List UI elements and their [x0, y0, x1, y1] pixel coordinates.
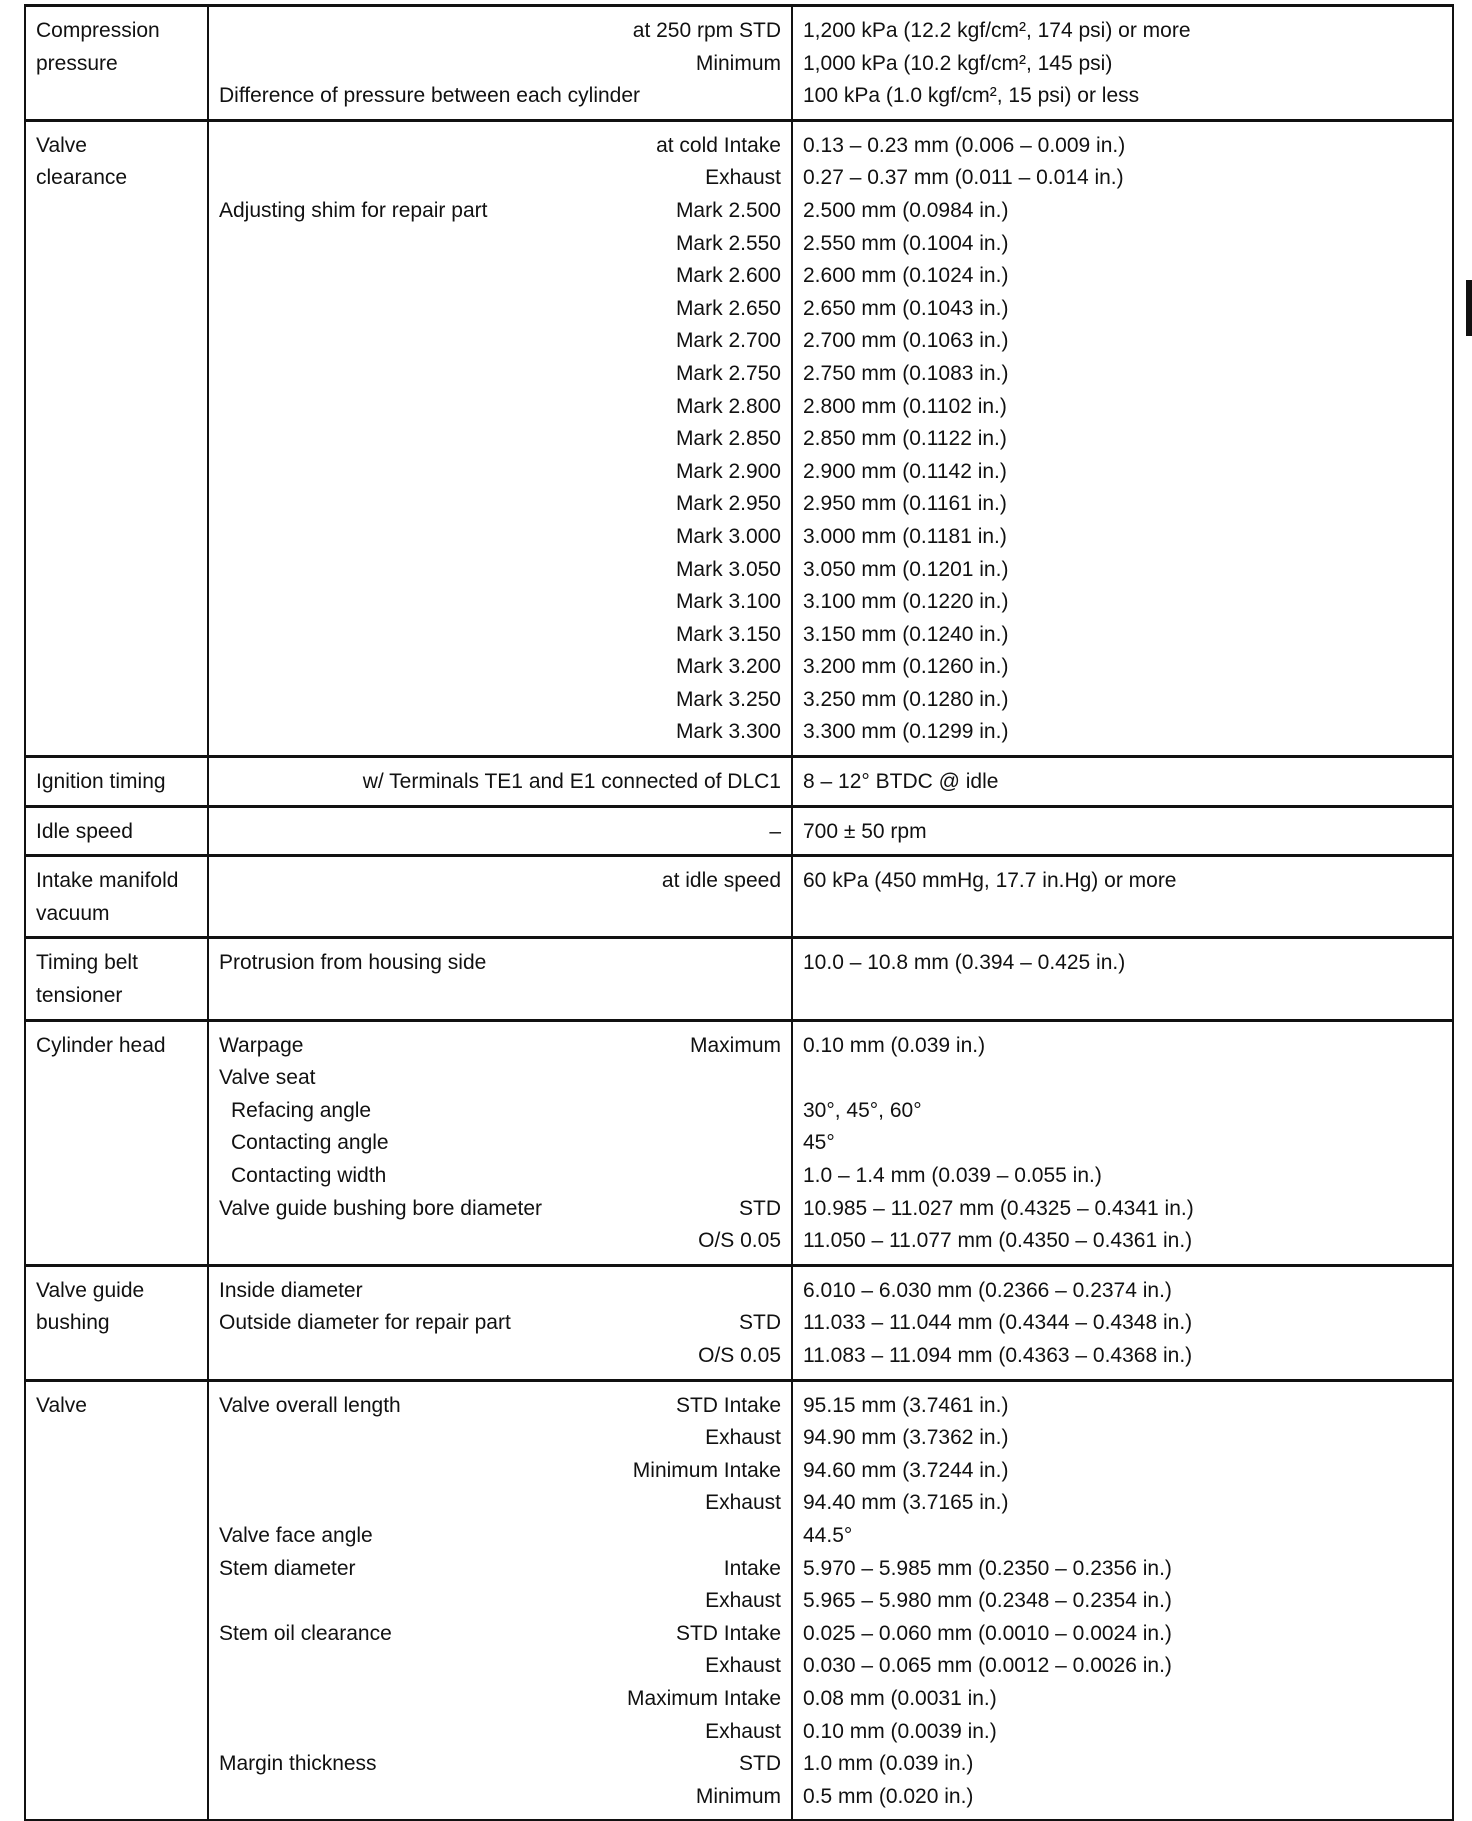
spec-value: 3.000 mm (0.1181 in.)	[803, 524, 1007, 548]
condition-label: Mark 2.850	[675, 427, 781, 451]
condition-label: Mark 3.100	[675, 590, 781, 614]
spec-value: 2.550 mm (0.1004 in.)	[803, 231, 1009, 255]
category-label: vacuum	[36, 901, 110, 925]
category-label: Idle speed	[36, 819, 133, 843]
item-label: Refacing angle	[231, 1098, 372, 1122]
spec-value: 0.10 mm (0.0039 in.)	[803, 1719, 997, 1743]
spacer-line	[219, 898, 781, 931]
condition-label: Maximum Intake	[626, 1686, 781, 1710]
spec-value: 3.150 mm (0.1240 in.)	[803, 622, 1009, 646]
spec-value: 94.60 mm (3.7244 in.)	[803, 1458, 1009, 1482]
condition-label: Mark 2.500	[675, 198, 781, 222]
spec-row	[25, 6, 1453, 121]
condition-label: Mark 2.750	[675, 361, 781, 385]
condition-label: Mark 3.050	[675, 557, 781, 581]
category-cell	[25, 938, 208, 1020]
spec-value: 94.90 mm (3.7362 in.)	[803, 1426, 1009, 1450]
spec-line	[219, 865, 781, 898]
spec-line	[219, 1160, 781, 1193]
category-label: clearance	[36, 166, 128, 190]
spacer-line	[219, 980, 781, 1013]
item-label: Contacting width	[231, 1164, 387, 1187]
spec-value: 3.050 mm (0.1201 in.)	[803, 557, 1009, 581]
spec-line	[219, 816, 781, 849]
spec-value: 11.083 – 11.094 mm (0.4363 – 0.4368 in.)	[803, 1343, 1193, 1367]
condition-label: Exhaust	[705, 1426, 781, 1450]
condition-label: w/ Terminals TE1 and E1 connected of DLC1	[362, 770, 781, 794]
spec-table-body	[25, 6, 1453, 1821]
category-cell	[25, 757, 208, 807]
spec-value: 0.5 mm (0.020 in.)	[803, 1784, 974, 1808]
spec-line	[219, 391, 781, 424]
spec-line	[219, 1650, 781, 1683]
spec-value: 700 ± 50 rpm	[803, 819, 927, 843]
condition-label: Mark 2.800	[675, 394, 781, 418]
edge-mark	[1466, 280, 1472, 336]
value-cell	[792, 856, 1453, 938]
spec-value: 6.010 – 6.030 mm (0.2366 – 0.2374 in.)	[803, 1278, 1172, 1302]
condition-label: O/S 0.05	[698, 1343, 781, 1367]
category-label: Valve	[36, 1393, 87, 1417]
condition-label: Exhaust	[705, 1589, 781, 1613]
spec-line	[219, 1127, 781, 1160]
condition-label: Minimum Intake	[632, 1458, 781, 1482]
spec-value: 45°	[803, 1131, 835, 1155]
condition-label: STD	[739, 1196, 781, 1220]
spec-line	[219, 947, 781, 980]
spec-value: 1.0 mm (0.039 in.)	[803, 1752, 974, 1776]
spec-line	[219, 1585, 781, 1618]
spec-value: 3.300 mm (0.1299 in.)	[803, 720, 1009, 744]
category-label: pressure	[36, 51, 118, 75]
value-cell	[792, 806, 1453, 856]
spec-row	[25, 757, 1453, 807]
spec-line	[219, 358, 781, 391]
spec-value: 0.025 – 0.060 mm (0.0010 – 0.0024 in.)	[803, 1621, 1172, 1645]
category-cell	[25, 856, 208, 938]
category-cell	[25, 1265, 208, 1380]
condition-cell	[208, 1020, 792, 1265]
spec-line	[219, 130, 781, 163]
spec-row	[25, 120, 1453, 756]
spec-value: 3.100 mm (0.1220 in.)	[803, 590, 1009, 614]
spec-value: 2.750 mm (0.1083 in.)	[803, 361, 1009, 385]
item-label: Valve overall length	[219, 1393, 401, 1417]
spec-line	[219, 1225, 781, 1258]
spec-value: 5.965 – 5.980 mm (0.2348 – 0.2354 in.)	[803, 1589, 1172, 1613]
spec-value: 100 kPa (1.0 kgf/cm², 15 psi) or less	[803, 84, 1140, 108]
spec-line	[219, 521, 781, 554]
spec-line	[219, 1062, 781, 1095]
condition-label: at cold Intake	[656, 133, 781, 157]
value-cell	[792, 1265, 1453, 1380]
spec-line	[219, 651, 781, 684]
spec-value: 0.27 – 0.37 mm (0.011 – 0.014 in.)	[803, 166, 1124, 190]
spec-line	[219, 619, 781, 652]
condition-label: Mark 2.650	[675, 296, 781, 320]
item-label: Valve face angle	[219, 1523, 373, 1547]
item-label: Valve guide bushing bore diameter	[219, 1196, 542, 1220]
condition-label: Exhaust	[705, 1719, 781, 1743]
spec-row	[25, 1380, 1453, 1820]
spec-line	[219, 195, 781, 228]
condition-label: Mark 3.300	[675, 720, 781, 744]
spec-value: 60 kPa (450 mmHg, 17.7 in.Hg) or more	[803, 869, 1177, 893]
item-label: Margin thickness	[219, 1752, 377, 1776]
spec-line	[219, 1422, 781, 1455]
spec-value: 2.650 mm (0.1043 in.)	[803, 296, 1009, 320]
condition-label: Intake	[723, 1556, 781, 1580]
spec-line	[219, 228, 781, 261]
category-label: Compression	[36, 19, 160, 42]
item-label: Difference of pressure between each cylinder	[219, 84, 641, 108]
category-label: bushing	[36, 1311, 110, 1335]
item-label: Inside diameter	[219, 1278, 363, 1302]
spec-line	[219, 488, 781, 521]
spec-line	[219, 15, 781, 48]
spec-row	[25, 856, 1453, 938]
condition-cell	[208, 757, 792, 807]
spec-line	[219, 554, 781, 587]
spec-value: 5.970 – 5.985 mm (0.2350 – 0.2356 in.)	[803, 1556, 1172, 1580]
item-label: Contacting angle	[231, 1131, 389, 1155]
item-label: Stem oil clearance	[219, 1621, 392, 1645]
condition-cell	[208, 856, 792, 938]
spec-line	[219, 1095, 781, 1128]
spec-line	[219, 293, 781, 326]
spec-line	[219, 1748, 781, 1781]
condition-label: at idle speed	[661, 869, 781, 893]
spec-value: 3.200 mm (0.1260 in.)	[803, 655, 1009, 679]
spec-line	[219, 1520, 781, 1553]
condition-label: Mark 3.000	[675, 524, 781, 548]
condition-cell	[208, 6, 792, 121]
spec-line	[219, 80, 781, 113]
spec-line	[219, 1716, 781, 1749]
value-cell	[792, 1020, 1453, 1265]
spec-line	[219, 1487, 781, 1520]
condition-label: Mark 2.550	[675, 231, 781, 255]
spec-value: 2.850 mm (0.1122 in.)	[803, 427, 1007, 451]
spec-value: 10.0 – 10.8 mm (0.394 – 0.425 in.)	[803, 951, 1126, 975]
category-label: Valve guide	[36, 1278, 145, 1302]
spec-value: 2.500 mm (0.0984 in.)	[803, 198, 1009, 222]
spec-value: 30°, 45°, 60°	[803, 1098, 922, 1122]
spec-line	[219, 1193, 781, 1226]
spec-value: 44.5°	[803, 1523, 853, 1547]
spec-line	[219, 716, 781, 749]
spec-line	[219, 1683, 781, 1716]
spec-value: 3.250 mm (0.1280 in.)	[803, 687, 1009, 711]
spec-value: 2.600 mm (0.1024 in.)	[803, 264, 1009, 288]
condition-cell	[208, 938, 792, 1020]
value-cell	[792, 120, 1453, 756]
condition-label: Mark 2.700	[675, 329, 781, 353]
spec-value: 2.900 mm (0.1142 in.)	[803, 459, 1007, 483]
spec-line	[219, 423, 781, 456]
condition-label: O/S 0.05	[698, 1229, 781, 1253]
item-label: Valve seat	[219, 1066, 316, 1090]
item-label: Protrusion from housing side	[219, 951, 487, 975]
condition-cell	[208, 806, 792, 856]
item-label: Stem diameter	[219, 1556, 356, 1580]
condition-cell	[208, 1265, 792, 1380]
spec-line	[219, 162, 781, 195]
spec-value: 1.0 – 1.4 mm (0.039 – 0.055 in.)	[803, 1164, 1102, 1187]
spec-table	[24, 4, 1454, 1821]
condition-label: Exhaust	[705, 1654, 781, 1678]
spec-value: 10.985 – 11.027 mm (0.4325 – 0.4341 in.)	[803, 1196, 1194, 1220]
spec-line	[219, 1390, 781, 1423]
spec-value: 1,200 kPa (12.2 kgf/cm², 174 psi) or more	[803, 19, 1191, 42]
category-label: Timing belt	[36, 951, 138, 975]
spec-row	[25, 1020, 1453, 1265]
spec-value	[803, 1062, 1442, 1095]
category-cell	[25, 1020, 208, 1265]
spec-line	[219, 684, 781, 717]
spec-line	[219, 766, 781, 799]
value-cell	[792, 1380, 1453, 1820]
condition-label: Mark 2.600	[675, 264, 781, 288]
condition-label: Minimum	[695, 51, 781, 75]
category-label: tensioner	[36, 984, 123, 1008]
spec-value: 95.15 mm (3.7461 in.)	[803, 1393, 1009, 1417]
item-label: Warpage	[219, 1033, 304, 1057]
condition-label: STD	[739, 1752, 781, 1776]
condition-label: Mark 3.150	[675, 622, 781, 646]
spec-value: 11.033 – 11.044 mm (0.4344 – 0.4348 in.)	[803, 1311, 1193, 1335]
spec-line	[219, 1455, 781, 1488]
spec-value: 0.13 – 0.23 mm (0.006 – 0.009 in.)	[803, 133, 1126, 157]
category-label: Cylinder head	[36, 1033, 166, 1057]
category-cell	[25, 120, 208, 756]
spec-line	[219, 1553, 781, 1586]
category-cell	[25, 806, 208, 856]
condition-label: Mark 2.950	[675, 492, 781, 516]
spec-line	[219, 1340, 781, 1373]
spec-value: 0.030 – 0.065 mm (0.0012 – 0.0026 in.)	[803, 1654, 1172, 1678]
category-cell	[25, 6, 208, 121]
condition-label: STD	[739, 1311, 781, 1335]
spec-line	[219, 1275, 781, 1308]
spec-value: 2.950 mm (0.1161 in.)	[803, 492, 1007, 516]
category-cell	[25, 1380, 208, 1820]
condition-label: at 250 rpm STD	[632, 19, 781, 42]
value-cell	[792, 938, 1453, 1020]
condition-label: STD Intake	[675, 1621, 781, 1645]
category-label: Intake manifold	[36, 869, 179, 893]
spec-value: 0.08 mm (0.0031 in.)	[803, 1686, 997, 1710]
spec-line	[219, 1618, 781, 1651]
spec-line	[219, 1030, 781, 1063]
spec-row	[25, 806, 1453, 856]
condition-label: Exhaust	[705, 1491, 781, 1515]
item-label: Outside diameter for repair part	[219, 1311, 511, 1335]
spec-value: 11.050 – 11.077 mm (0.4350 – 0.4361 in.)	[803, 1229, 1193, 1253]
condition-label: Maximum	[689, 1033, 781, 1057]
spec-row	[25, 938, 1453, 1020]
condition-label: –	[769, 819, 781, 843]
spec-line	[219, 1307, 781, 1340]
spec-line	[219, 586, 781, 619]
category-label: Ignition timing	[36, 770, 166, 794]
condition-label: Mark 3.250	[675, 687, 781, 711]
spec-value: 8 – 12° BTDC @ idle	[803, 770, 999, 794]
spec-value: 2.800 mm (0.1102 in.)	[803, 394, 1007, 418]
category-label: Valve	[36, 133, 87, 157]
condition-label: STD Intake	[675, 1393, 781, 1417]
value-cell	[792, 757, 1453, 807]
spec-line	[219, 325, 781, 358]
condition-label: Mark 2.900	[675, 459, 781, 483]
spec-line	[219, 48, 781, 81]
condition-label: Exhaust	[705, 166, 781, 190]
spec-row	[25, 1265, 1453, 1380]
spec-value: 94.40 mm (3.7165 in.)	[803, 1491, 1009, 1515]
condition-cell	[208, 120, 792, 756]
value-cell	[792, 6, 1453, 121]
spec-line	[219, 1781, 781, 1814]
condition-cell	[208, 1380, 792, 1820]
spec-line	[219, 260, 781, 293]
spec-value: 0.10 mm (0.039 in.)	[803, 1033, 986, 1057]
item-label: Adjusting shim for repair part	[219, 198, 488, 222]
spec-value: 2.700 mm (0.1063 in.)	[803, 329, 1009, 353]
spec-value: 1,000 kPa (10.2 kgf/cm², 145 psi)	[803, 51, 1113, 75]
condition-label: Minimum	[695, 1784, 781, 1808]
condition-label: Mark 3.200	[675, 655, 781, 679]
spec-line	[219, 456, 781, 489]
